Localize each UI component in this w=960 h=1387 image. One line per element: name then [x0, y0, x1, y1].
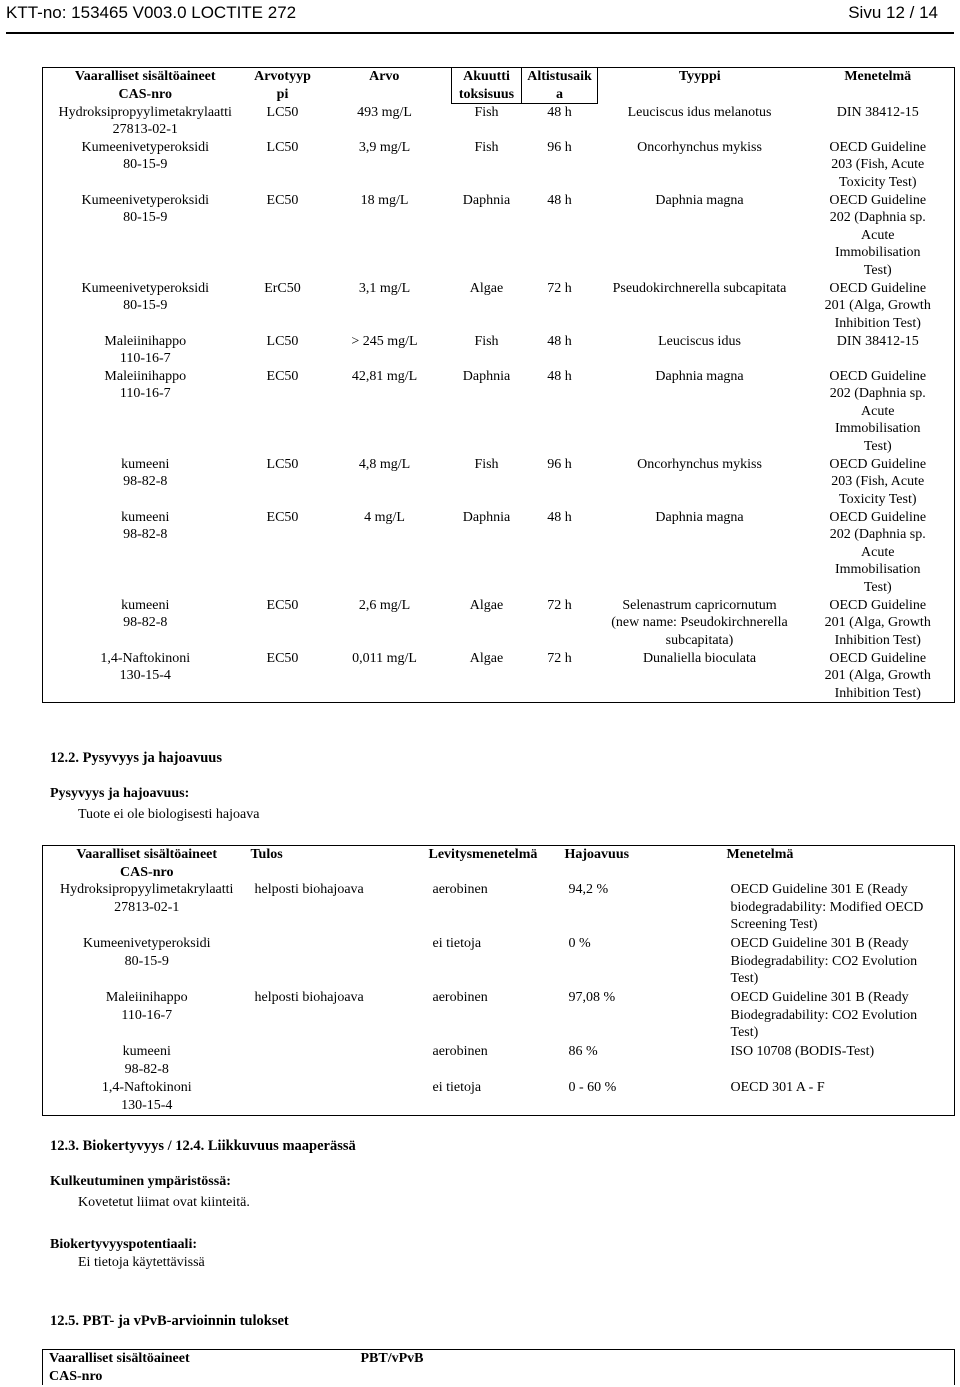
value-type-cell: LC50	[266, 456, 299, 472]
application-method-cell: aerobinen	[432, 882, 488, 897]
application-method-cell: ei tietoja	[432, 936, 482, 951]
substance-cell: kumeeni 98-82-8	[121, 456, 170, 489]
species-cell: Leuciscus idus	[658, 333, 741, 349]
substance-cell: Kumeenivetyperoksidi 80-15-9	[81, 139, 210, 172]
acute-toxicity-cell: Algae	[469, 597, 504, 613]
method-cell: OECD Guideline 301 B (Ready Biodegradability: CO2 Evolution Test)	[730, 936, 918, 986]
ecotoxicity-row	[43, 104, 955, 139]
value-type-cell: LC50	[266, 104, 299, 120]
header-exposure-time: Altistusaik a	[522, 68, 598, 104]
value-type-cell: ErC50	[264, 280, 301, 296]
value-cell: 3,1 mg/L	[358, 280, 411, 296]
degradability-cell: 0 %	[568, 936, 591, 951]
application-method-cell: aerobinen	[432, 1044, 488, 1059]
pbt-header-substances: Vaaralliset sisältöaineet CAS-nro	[49, 1351, 190, 1384]
persistence-table	[42, 845, 955, 1116]
result-cell	[251, 935, 429, 989]
method-cell: OECD Guideline 201 (Alga, Growth Inhibition Test)	[824, 650, 931, 701]
species-cell: Daphnia magna	[655, 509, 744, 525]
value-type-cell: LC50	[266, 139, 299, 155]
degradability-cell: 0 - 60 %	[568, 1080, 617, 1095]
ecotoxicity-row	[43, 456, 955, 509]
section-heading-12-2: 12.2. Pysyvyys ja hajoavuus	[50, 750, 223, 766]
persistence-row	[43, 1079, 955, 1115]
ecotoxicity-row	[43, 509, 955, 597]
substance-cell: kumeeni 98-82-8	[121, 597, 170, 630]
species-cell: Daphnia magna	[655, 368, 744, 384]
species-cell: Oncorhynchus mykiss	[637, 139, 762, 155]
result-cell: helposti biohajoava	[254, 882, 364, 897]
ecotoxicity-row	[43, 333, 955, 368]
exposure-time-cell: 48 h	[547, 368, 572, 384]
value-cell: 4 mg/L	[364, 509, 405, 525]
exposure-time-cell: 48 h	[547, 105, 572, 120]
header-result: Tulos	[250, 847, 283, 862]
pbt-header-row	[43, 1350, 955, 1386]
result-cell	[251, 1043, 429, 1079]
exposure-time-cell: 72 h	[547, 650, 572, 666]
value-type-cell: EC50	[266, 509, 299, 525]
acute-toxicity-cell: Daphnia	[462, 509, 511, 525]
value-type-cell: EC50	[266, 597, 299, 613]
method-cell: DIN 38412-15	[836, 104, 919, 120]
header-application-method: Levitysmenetelmä	[428, 847, 538, 862]
method-cell: OECD Guideline 301 B (Ready Biodegradability: CO2 Evolution Test)	[730, 990, 918, 1040]
substance-cell: Maleiinihappo 110-16-7	[104, 333, 187, 366]
acute-toxicity-cell: Fish	[474, 139, 499, 155]
bioaccumulation-text: Ei tietoja käytettävissä	[78, 1255, 205, 1270]
value-cell: 493 mg/L	[357, 104, 412, 120]
persistence-text: Tuote ei ole biologisesti hajoava	[78, 807, 260, 822]
ecotoxicity-row	[43, 650, 955, 703]
value-cell: 18 mg/L	[360, 192, 409, 208]
method-cell: OECD Guideline 202 (Daphnia sp. Acute Immobilisation Test)	[829, 509, 927, 595]
persistence-row	[43, 1043, 955, 1079]
method-cell: OECD Guideline 201 (Alga, Growth Inhibition Test)	[824, 280, 931, 331]
exposure-time-cell: 72 h	[547, 597, 572, 613]
section-heading-12-3: 12.3. Biokertyvyys / 12.4. Liikkuvuus maaperässä	[50, 1138, 356, 1154]
header-value-type: Arvotyyp pi	[254, 69, 311, 102]
method-cell: DIN 38412-15	[836, 333, 919, 349]
method-cell: OECD Guideline 203 (Fish, Acute Toxicity Test)	[829, 456, 927, 507]
persistence-header-row	[43, 846, 955, 882]
exposure-time-cell: 72 h	[547, 280, 572, 296]
acute-toxicity-cell: Daphnia	[462, 368, 511, 384]
acute-toxicity-cell: Algae	[469, 650, 504, 666]
value-type-cell: LC50	[266, 333, 299, 349]
document-id: KTT-no: 153465 V003.0 LOCTITE 272	[6, 3, 297, 22]
species-cell: Leuciscus idus melanotus	[627, 104, 772, 120]
application-method-cell: aerobinen	[432, 990, 488, 1005]
method-cell: OECD Guideline 201 (Alga, Growth Inhibition Test)	[824, 597, 931, 648]
header-substance: Vaaralliset sisältöaineet CAS-nro	[74, 69, 216, 102]
pbt-table	[42, 1349, 955, 1385]
method-cell: OECD 301 A - F	[730, 1080, 825, 1095]
header-degradability: Hajoavuus	[564, 847, 630, 862]
page-header	[0, 0, 960, 36]
substance-cell: Kumeenivetyperoksidi 80-15-9	[81, 280, 210, 313]
ecotoxicity-row	[43, 280, 955, 333]
substance-cell: Hydroksipropyylimetakrylaatti 27813-02-1	[60, 882, 234, 915]
degradability-cell: 97,08 %	[568, 990, 616, 1005]
ecotoxicity-row	[43, 597, 955, 650]
substance-cell: kumeeni 98-82-8	[122, 1044, 171, 1077]
substance-cell: kumeeni 98-82-8	[121, 509, 170, 542]
degradability-cell: 86 %	[568, 1044, 598, 1059]
value-cell: 2,6 mg/L	[358, 597, 411, 613]
substance-cell: 1,4-Naftokinoni 130-15-4	[100, 650, 191, 683]
ecotoxicity-row	[43, 192, 955, 280]
persistence-subheading: Pysyvyys ja hajoavuus:	[50, 786, 190, 801]
species-cell: Daphnia magna	[655, 192, 744, 208]
acute-toxicity-cell: Daphnia	[462, 192, 511, 208]
result-cell	[251, 1079, 429, 1115]
substance-cell: Kumeenivetyperoksidi 80-15-9	[81, 192, 210, 225]
substance-cell: Maleiinihappo 110-16-7	[105, 990, 188, 1023]
section-heading-12-5: 12.5. PBT- ja vPvB-arvioinnin tulokset	[50, 1313, 289, 1329]
species-cell: Selenastrum capricornutum (new name: Pseudokirchnerella subcapitata)	[611, 597, 788, 648]
header-value: Arvo	[369, 69, 400, 84]
exposure-time-cell: 96 h	[547, 139, 572, 155]
application-method-cell: ei tietoja	[432, 1080, 482, 1095]
header-rule	[6, 32, 954, 34]
exposure-time-cell: 48 h	[547, 192, 572, 208]
persistence-row	[43, 989, 955, 1043]
page-number: Sivu 12 / 14	[848, 3, 938, 22]
substance-cell: Maleiinihappo 110-16-7	[104, 368, 187, 401]
value-cell: 3,9 mg/L	[358, 139, 411, 155]
mobility-subheading: Kulkeutuminen ympäristössä:	[50, 1174, 231, 1189]
pbt-header-result: PBT/vPvB	[360, 1351, 424, 1366]
substance-cell: 1,4-Naftokinoni 130-15-4	[101, 1080, 192, 1113]
substance-cell: Kumeenivetyperoksidi 80-15-9	[82, 936, 211, 969]
persistence-row	[43, 881, 955, 935]
exposure-time-cell: 48 h	[547, 333, 572, 349]
header-acute-toxicity: Akuutti toksisuus	[452, 68, 522, 104]
value-cell: > 245 mg/L	[351, 333, 418, 349]
ecotoxicity-row	[43, 139, 955, 192]
ecotoxicity-table	[42, 67, 955, 703]
header-species: Tyyppi	[678, 69, 721, 84]
species-cell: Dunaliella bioculata	[642, 650, 757, 666]
acute-toxicity-cell: Algae	[469, 280, 504, 296]
ecotoxicity-row	[43, 368, 955, 456]
method-cell: OECD Guideline 203 (Fish, Acute Toxicity Test)	[829, 139, 927, 190]
species-cell: Oncorhynchus mykiss	[637, 456, 762, 472]
result-cell: helposti biohajoava	[254, 990, 364, 1005]
value-cell: 42,81 mg/L	[351, 368, 418, 384]
substance-cell: Hydroksipropyylimetakrylaatti 27813-02-1	[58, 104, 232, 137]
bioaccumulation-subheading: Biokertyvyyspotentiaali:	[50, 1237, 197, 1252]
exposure-time-cell: 48 h	[547, 509, 572, 525]
exposure-time-cell: 96 h	[547, 456, 572, 472]
header-method: Menetelmä	[844, 69, 912, 84]
method-cell: OECD Guideline 202 (Daphnia sp. Acute Immobilisation Test)	[829, 368, 927, 454]
acute-toxicity-cell: Fish	[474, 456, 499, 472]
header-method: Menetelmä	[726, 847, 794, 862]
degradability-cell: 94,2 %	[568, 882, 609, 897]
ecotoxicity-header-row	[43, 68, 955, 104]
header-substance: Vaaralliset sisältöaineet CAS-nro	[76, 847, 218, 880]
value-cell: 4,8 mg/L	[358, 456, 411, 472]
value-type-cell: EC50	[266, 650, 299, 666]
method-cell: OECD Guideline 202 (Daphnia sp. Acute Immobilisation Test)	[829, 192, 927, 278]
species-cell: Pseudokirchnerella subcapitata	[612, 280, 787, 296]
method-cell: OECD Guideline 301 E (Ready biodegradability: Modified OECD Screening Test)	[730, 882, 924, 932]
acute-toxicity-cell: Fish	[474, 333, 499, 349]
value-type-cell: EC50	[266, 192, 299, 208]
acute-toxicity-cell: Fish	[474, 105, 499, 120]
method-cell: ISO 10708 (BODIS-Test)	[730, 1044, 875, 1059]
value-type-cell: EC50	[266, 368, 299, 384]
value-cell: 0,011 mg/L	[352, 650, 417, 666]
mobility-text: Kovetetut liimat ovat kiinteitä.	[78, 1195, 250, 1210]
persistence-row	[43, 935, 955, 989]
